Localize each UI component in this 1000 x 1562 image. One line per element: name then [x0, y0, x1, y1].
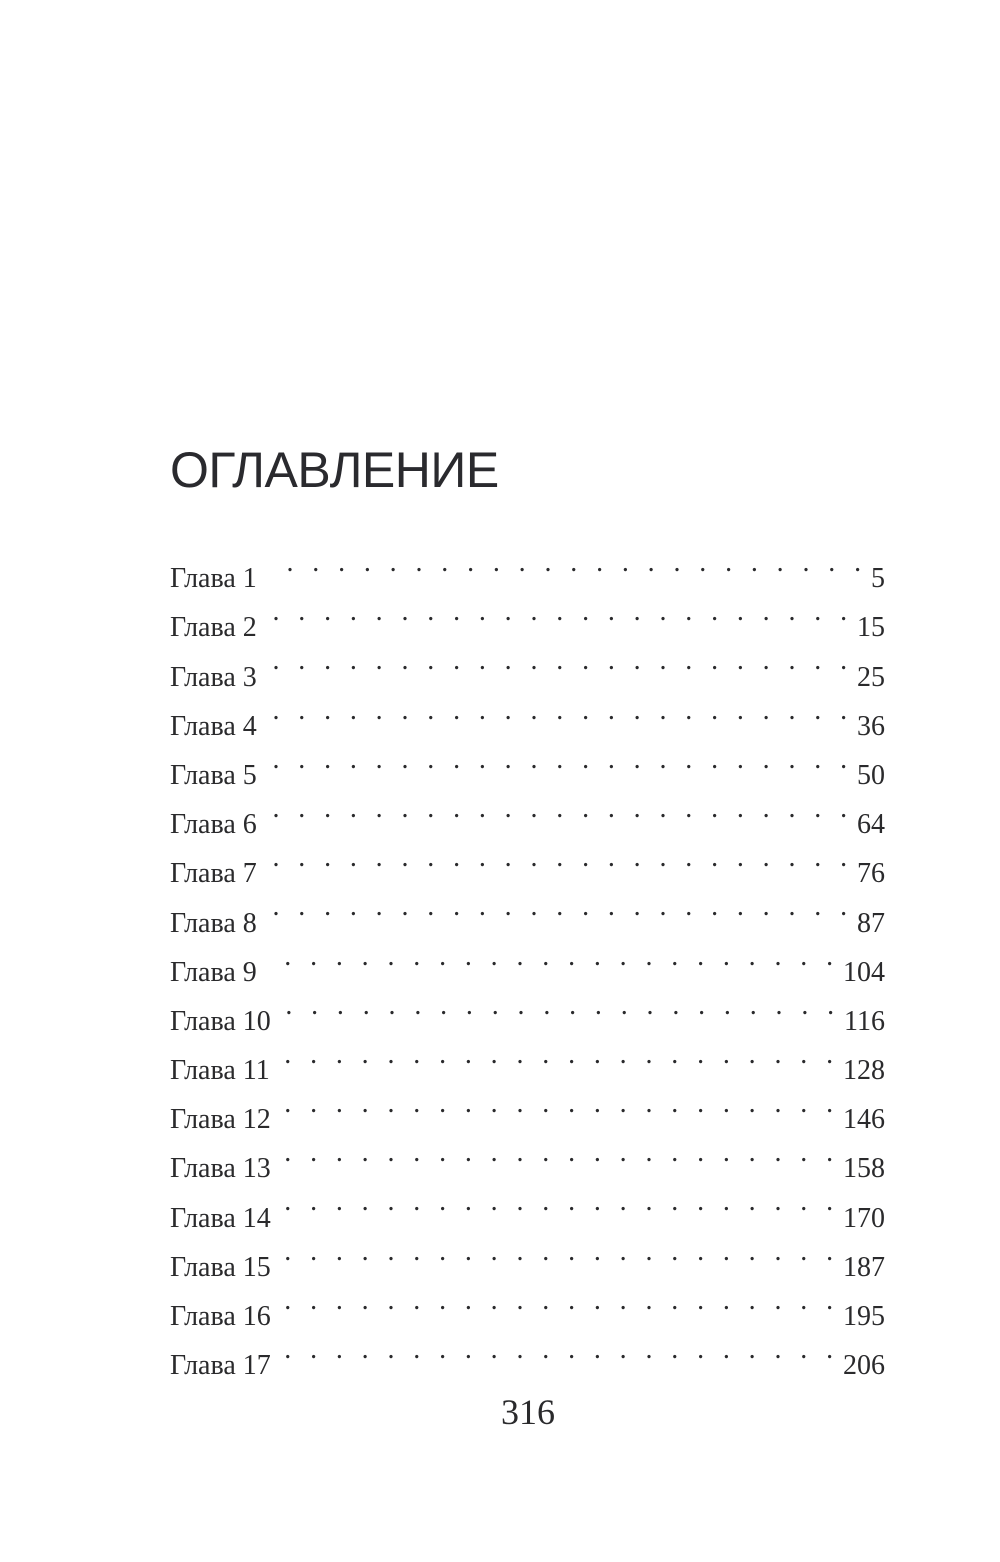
toc-leader-dots — [267, 882, 853, 931]
toc-entry[interactable] — [170, 932, 885, 988]
toc-entry-label: Глава 14 — [170, 1202, 271, 1234]
toc-leader-dots — [281, 1128, 839, 1177]
toc-entry-page: 5 — [871, 563, 885, 595]
toc-entry-label: Глава 9 — [170, 956, 257, 988]
toc-leader-dots — [281, 981, 840, 1030]
toc-entry-page: 104 — [843, 956, 885, 988]
toc-entry[interactable] — [170, 636, 885, 693]
toc-entry-page: 50 — [857, 759, 885, 791]
toc-entry-page: 158 — [843, 1153, 885, 1185]
toc-leader-dots — [281, 1177, 839, 1226]
toc-entry-label: Глава 16 — [170, 1301, 271, 1332]
toc-leader-dots — [267, 932, 839, 981]
toc-leader-dots — [267, 784, 853, 833]
toc-entry-label: Глава 17 — [170, 1350, 271, 1382]
toc-entry[interactable] — [170, 882, 885, 939]
toc-leader-dots — [281, 1227, 839, 1276]
toc-entry[interactable] — [170, 686, 885, 742]
toc-entry-label: Глава 4 — [170, 710, 257, 742]
toc-leader-dots — [281, 1276, 839, 1325]
toc-entry-page: 116 — [844, 1005, 885, 1037]
toc-entry-label: Глава 6 — [170, 809, 257, 841]
toc-entry-label: Глава 12 — [170, 1104, 271, 1136]
table-of-contents — [170, 538, 885, 1382]
toc-leader-dots — [267, 833, 853, 882]
toc-entry-page: 206 — [843, 1350, 885, 1382]
toc-entry-page: 76 — [857, 858, 885, 890]
toc-leader-dots — [267, 686, 853, 735]
toc-entry-page: 146 — [843, 1104, 885, 1136]
toc-entry-page: 15 — [857, 612, 885, 644]
toc-leader-dots — [267, 538, 867, 587]
toc-entry-page: 64 — [857, 809, 885, 841]
toc-entry-label: Глава 10 — [170, 1005, 271, 1037]
toc-entry-page: 36 — [857, 710, 885, 742]
toc-entry[interactable] — [170, 833, 885, 890]
toc-entry-label: Глава 13 — [170, 1153, 271, 1185]
toc-entry-label: Глава 11 — [170, 1055, 270, 1087]
toc-leader-dots — [267, 735, 853, 784]
toc-entry-label: Глава 1 — [170, 563, 257, 595]
toc-leader-dots — [267, 636, 853, 685]
toc-entry[interactable] — [170, 981, 885, 1037]
toc-entry[interactable] — [170, 587, 885, 644]
toc-leader-dots — [281, 1079, 839, 1128]
toc-entry-page: 170 — [843, 1202, 885, 1234]
toc-entry-label: Глава 7 — [170, 858, 257, 890]
toc-entry-label: Глава 15 — [170, 1251, 271, 1283]
toc-entry-label: Глава 5 — [170, 759, 257, 791]
toc-entry-page: 187 — [843, 1251, 885, 1283]
toc-entry[interactable] — [170, 735, 885, 791]
toc-entry-label: Глава 2 — [170, 612, 257, 644]
toc-entry-page: 25 — [857, 661, 885, 693]
page-number: 316 — [501, 1392, 555, 1432]
toc-entry-page: 87 — [857, 907, 885, 939]
toc-entry-label: Глава 3 — [170, 661, 257, 693]
toc-entry[interactable] — [170, 538, 885, 595]
toc-leader-dots — [281, 1325, 839, 1374]
toc-leader-dots — [280, 1030, 839, 1079]
toc-entry-label: Глава 8 — [170, 907, 257, 939]
toc-entry-page: 195 — [843, 1301, 885, 1332]
toc-entry[interactable] — [170, 784, 885, 841]
toc-leader-dots — [267, 587, 853, 636]
page-title: ОГЛАВЛЕНИЕ — [170, 442, 499, 498]
toc-entry-page: 128 — [843, 1055, 885, 1087]
